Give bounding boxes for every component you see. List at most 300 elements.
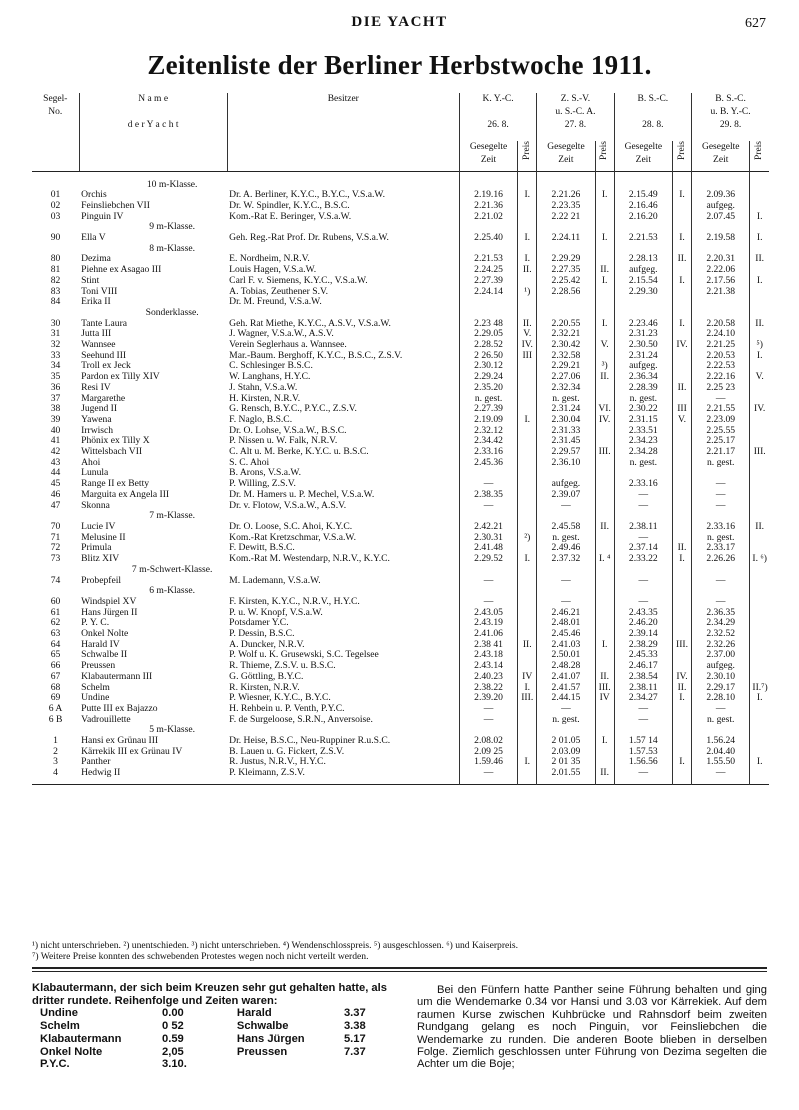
- boat-name: Hans Jürgen: [236, 1032, 305, 1045]
- prize-day-2: [595, 468, 614, 479]
- time-day-3: —: [614, 576, 672, 587]
- sail-no: 6 B: [48, 714, 63, 725]
- owner: F. de Surgeloose, S.R.N., Anversoise.: [227, 715, 459, 726]
- time-day-1: 2.43.19: [459, 618, 517, 629]
- time-day-3: 2.38.11: [614, 522, 672, 533]
- zeit-2: Zeit: [558, 155, 574, 165]
- class-heading-cell: [518, 511, 537, 522]
- time-day-3: 2.37.14: [614, 543, 672, 554]
- prize-day-4: [750, 426, 769, 437]
- prize-day-2: I.: [595, 233, 614, 244]
- sail-no: 60: [50, 596, 61, 607]
- owner: W. Langhans, H.Y.C.: [227, 372, 459, 383]
- time-day-1: —: [459, 704, 517, 715]
- head-preis-4: [750, 141, 769, 171]
- class-heading-cell: [227, 308, 459, 319]
- prize-day-2: [595, 394, 614, 405]
- class-heading-cell: [692, 511, 750, 522]
- class-heading-row: [32, 308, 769, 319]
- time-day-4: —: [692, 597, 750, 608]
- sail-no: 83: [50, 286, 61, 297]
- prize-day-2: [595, 608, 614, 619]
- prize-day-2: [595, 383, 614, 394]
- class-heading-cell: [672, 244, 691, 255]
- class-heading-cell: [614, 565, 672, 576]
- separator-rule: [32, 967, 767, 969]
- time-day-1: 2 26.50: [459, 351, 517, 362]
- time-day-4: 2.28.10: [692, 693, 750, 704]
- prize-day-4: II.: [755, 318, 765, 329]
- time-day-2: 2.31.45: [537, 436, 595, 447]
- time-day-1: 2.21.53: [459, 254, 517, 265]
- prize-day-2: I.: [595, 640, 614, 651]
- bottom-rule-cell: [227, 779, 459, 785]
- separator-rule-thin: [32, 971, 767, 972]
- time-day-4: 2.21.17: [692, 447, 750, 458]
- owner: A. Tobias, Zeuthener S.V.: [227, 287, 459, 298]
- time-day-2: 2 01.05: [537, 736, 595, 747]
- prize-day-2: [595, 458, 614, 469]
- class-heading-cell: [614, 222, 672, 233]
- time-day-1: 2.19.09: [459, 415, 517, 426]
- sail-no: 38: [50, 404, 61, 415]
- table-row: [32, 265, 769, 276]
- prize-day-3: I.: [672, 276, 691, 287]
- class-heading-row: [32, 511, 769, 522]
- class-heading-cell: [595, 725, 614, 736]
- class-heading: 6 m-Klasse.: [149, 586, 196, 597]
- yacht-name: Wannsee: [81, 340, 116, 351]
- prize-day-1: [518, 426, 537, 437]
- time-day-4: 2.34.29: [692, 618, 750, 629]
- prize-day-4: [750, 597, 769, 608]
- class-heading-row: [32, 725, 769, 736]
- table-row: [32, 576, 769, 587]
- prize-day-2: I.: [595, 736, 614, 747]
- time-day-1: 2.34.42: [459, 436, 517, 447]
- yacht-name: Pinguin IV: [81, 211, 124, 222]
- sail-no: 35: [50, 372, 61, 383]
- prize-day-4: [750, 576, 769, 587]
- prize-day-4: I.: [756, 757, 763, 768]
- prize-day-3: [672, 490, 691, 501]
- class-heading-spacer: [32, 222, 79, 233]
- time-day-3: 2.30.22: [614, 404, 672, 415]
- prize-day-1: [518, 361, 537, 372]
- time-day-2: 2.41.07: [537, 672, 595, 683]
- class-heading-cell: [227, 244, 459, 255]
- time-day-1: 2.19.16: [459, 190, 517, 201]
- yacht-name: Jugend II: [81, 404, 118, 415]
- head-day-1: [459, 93, 536, 141]
- class-heading-cell: [614, 308, 672, 319]
- time-day-3: 1.57.53: [614, 747, 672, 758]
- class-heading-cell: [227, 725, 459, 736]
- spacer-row: [32, 172, 769, 180]
- time-day-3: 2.38.54: [614, 672, 672, 683]
- class-heading-cell: [750, 222, 769, 233]
- owner: J. Stahn, V.S.a.W.: [227, 383, 459, 394]
- preis-4: Preis: [754, 141, 765, 160]
- prize-day-3: [672, 715, 691, 726]
- time-day-1: 2.38.35: [459, 490, 517, 501]
- time-day-1: 2.29.52: [459, 554, 517, 565]
- time-day-3: 1.56.56: [614, 757, 672, 768]
- owner: R. Kirsten, N.R.V.: [227, 683, 459, 694]
- prize-day-1: [518, 276, 537, 287]
- time-day-2: 2.25.42: [537, 276, 595, 287]
- class-heading-cell: [672, 222, 691, 233]
- prize-day-4: [750, 436, 769, 447]
- prize-day-1: [518, 468, 537, 479]
- head-day-2-club: Z. S.-V.: [560, 94, 591, 104]
- time-day-1: 2.42.21: [459, 522, 517, 533]
- prize-day-4: II.⁷): [752, 682, 768, 693]
- table-row: [32, 351, 769, 362]
- time-day-2: n. gest.: [537, 394, 595, 405]
- table-row: [32, 747, 769, 758]
- bottom-rule-cell: [672, 779, 691, 785]
- bottom-rule-cell: [595, 779, 614, 785]
- boat-name: Schwalbe: [236, 1020, 289, 1033]
- sail-no: 81: [50, 265, 61, 276]
- owner: H. Kirsten, N.R.V.: [227, 394, 459, 405]
- standings-row: [32, 1058, 392, 1071]
- table-row: [32, 640, 769, 651]
- time-day-4: 2.04.40: [692, 747, 750, 758]
- prize-day-2: [595, 597, 614, 608]
- time-day-3: 2.43.35: [614, 608, 672, 619]
- sail-no: 34: [50, 361, 61, 372]
- prize-day-4: [750, 608, 769, 619]
- prize-day-1: [518, 404, 537, 415]
- prize-day-4: [750, 715, 769, 726]
- prize-day-3: [672, 468, 691, 479]
- sail-no: 37: [50, 393, 61, 404]
- table-row: [32, 319, 769, 330]
- prize-day-1: ²): [518, 533, 537, 544]
- class-heading-cell: [459, 222, 517, 233]
- time-day-3: 2.28.13: [614, 254, 672, 265]
- time-day-1: 2.41.48: [459, 543, 517, 554]
- prize-day-1: I.: [518, 683, 537, 694]
- prize-day-2: II.: [595, 768, 614, 779]
- head-besitzer: Besitzer: [227, 93, 459, 171]
- time-day-3: 2.31.24: [614, 351, 672, 362]
- table-row: [32, 287, 769, 298]
- time-day-4: 2.21.25: [692, 340, 750, 351]
- time-day-2: 2.30.04: [537, 415, 595, 426]
- time-day-2: 2.48.01: [537, 618, 595, 629]
- time-day-2: 2.49.46: [537, 543, 595, 554]
- owner: Mar.-Baum. Berghoff, K.Y.C., B.S.C., Z.S.V.: [227, 351, 459, 362]
- bottom-rule-cell: [537, 779, 595, 785]
- yacht-name: Schelm: [81, 682, 110, 693]
- table-row: [32, 490, 769, 501]
- time-day-4: 2.23.09: [692, 415, 750, 426]
- sail-no: 2: [53, 746, 58, 757]
- prize-day-1: II.: [518, 265, 537, 276]
- sail-no: 69: [50, 693, 61, 704]
- time-day-3: [614, 468, 672, 479]
- owner: Kom.-Rat E. Beringer, V.S.a.W.: [227, 212, 459, 223]
- time-behind: 5.17: [343, 1032, 366, 1045]
- time-day-3: 2.28.39: [614, 383, 672, 394]
- class-heading-row: [32, 180, 769, 191]
- class-heading: 5 m-Klasse.: [149, 725, 196, 736]
- owner: J. Wagner, V.S.a.W., A.S.V.: [227, 329, 459, 340]
- class-heading-cell: [692, 565, 750, 576]
- prize-day-1: [518, 715, 537, 726]
- sail-no: 01: [50, 190, 61, 201]
- time-day-1: 1.59.46: [459, 757, 517, 768]
- class-heading-cell: [518, 244, 537, 255]
- owner: Potsdamer Y.C.: [227, 618, 459, 629]
- class-heading-cell: [459, 244, 517, 255]
- sail-no: 4: [53, 768, 58, 779]
- spacer-cell: [614, 172, 672, 180]
- time-day-4: 2.22.16: [692, 372, 750, 383]
- class-heading-cell: [692, 586, 750, 597]
- sail-no: 65: [50, 650, 61, 661]
- head-no: No.: [48, 107, 63, 117]
- class-heading-cell: [595, 586, 614, 597]
- time-day-4: 2.21.38: [692, 287, 750, 298]
- head-preis-1: [518, 141, 537, 171]
- time-day-2: —: [537, 576, 595, 587]
- time-day-3: n. gest.: [614, 458, 672, 469]
- time-day-3: aufgeg.: [614, 265, 672, 276]
- class-heading-cell: [750, 511, 769, 522]
- table-row: [32, 501, 769, 512]
- table-row: [32, 629, 769, 640]
- time-day-3: 1.57 14: [614, 736, 672, 747]
- time-day-3: 2.38.11: [614, 683, 672, 694]
- time-behind: 3.37: [343, 1007, 366, 1020]
- owner: C. Schlesinger B.S.C.: [227, 361, 459, 372]
- sail-no: 72: [50, 543, 61, 554]
- sail-no: 31: [50, 329, 61, 340]
- prize-day-2: II.: [595, 672, 614, 683]
- prize-day-3: II.: [672, 383, 691, 394]
- table-row: [32, 683, 769, 694]
- owner: P. Dessin, B.S.C.: [227, 629, 459, 640]
- class-heading-cell: [518, 308, 537, 319]
- time-day-1: 2.38.22: [459, 683, 517, 694]
- class-heading-cell: [750, 725, 769, 736]
- time-day-4: 2.25.17: [692, 436, 750, 447]
- sail-no: 43: [50, 457, 61, 468]
- prize-day-2: [595, 479, 614, 490]
- time-day-1: —: [459, 768, 517, 779]
- time-day-2: 2.32.34: [537, 383, 595, 394]
- prize-day-3: IV.: [672, 672, 691, 683]
- time-day-1: 2.29.05: [459, 329, 517, 340]
- time-day-3: 2.31.23: [614, 329, 672, 340]
- prize-day-2: [595, 287, 614, 298]
- time-day-3: —: [614, 768, 672, 779]
- class-heading-cell: [459, 511, 517, 522]
- prize-day-1: [518, 629, 537, 640]
- table-row: [32, 768, 769, 779]
- sail-no: 90: [50, 233, 61, 244]
- time-day-4: 2.33.17: [692, 543, 750, 554]
- prize-day-4: [750, 533, 769, 544]
- time-day-3: —: [614, 597, 672, 608]
- sail-no: 40: [50, 425, 61, 436]
- yacht-name: Hans Jürgen II: [81, 607, 138, 618]
- prize-day-2: II.: [595, 522, 614, 533]
- time-day-3: —: [614, 501, 672, 512]
- prize-day-4: [750, 201, 769, 212]
- yacht-name: Undine: [81, 693, 110, 704]
- prize-day-1: [518, 436, 537, 447]
- class-heading-cell: [227, 180, 459, 191]
- prize-day-1: [518, 543, 537, 554]
- time-day-4: n. gest.: [692, 458, 750, 469]
- time-day-1: 2.43.18: [459, 650, 517, 661]
- left-paragraph: Klabautermann, der sich beim Kreuzen sehr gut gehalten hatte, als dritter rundete. Reihenfolge und Zeiten waren:: [32, 982, 387, 1007]
- prize-day-4: [750, 383, 769, 394]
- prize-day-2: II.: [595, 265, 614, 276]
- time-day-2: 2.32.58: [537, 351, 595, 362]
- time-day-3: 2.33.16: [614, 479, 672, 490]
- time-day-4: 2.21.55: [692, 404, 750, 415]
- class-heading-cell: [537, 308, 595, 319]
- prize-day-4: [750, 736, 769, 747]
- table-row: [32, 608, 769, 619]
- prize-day-1: [518, 501, 537, 512]
- prize-day-4: II.: [755, 254, 765, 265]
- right-column: [417, 984, 767, 1071]
- head-preis-2: [595, 141, 614, 171]
- head-day-4-club: B. S.-C.: [715, 94, 746, 104]
- time-day-3: 2.45.33: [614, 650, 672, 661]
- prize-day-1: [518, 458, 537, 469]
- time-day-4: 2.19.58: [692, 233, 750, 244]
- prize-day-3: [672, 736, 691, 747]
- prize-day-4: [750, 672, 769, 683]
- time-day-1: [459, 297, 517, 308]
- bottom-rule-cell: [750, 779, 769, 785]
- prize-day-3: II.: [672, 683, 691, 694]
- class-heading: 10 m-Klasse.: [146, 179, 198, 190]
- table-row: [32, 736, 769, 747]
- prize-day-2: [595, 533, 614, 544]
- table-row: [32, 479, 769, 490]
- class-heading: 8 m-Klasse.: [149, 243, 196, 254]
- sail-no: 67: [50, 671, 61, 682]
- yacht-name: Toni VIII: [81, 286, 118, 297]
- owner: Carl F. v. Siemens, K.Y.C., V.S.a.W.: [227, 276, 459, 287]
- prize-day-1: [518, 576, 537, 587]
- sail-no: 6 A: [48, 703, 63, 714]
- prize-day-4: I.: [756, 211, 763, 222]
- prize-day-1: [518, 383, 537, 394]
- time-day-3: 2.33.51: [614, 426, 672, 437]
- head-der-yacht: d e r Y a c h t: [127, 120, 179, 130]
- prize-day-1: IV: [518, 672, 537, 683]
- prize-day-1: [518, 661, 537, 672]
- table-row: [32, 543, 769, 554]
- time-behind: [344, 1058, 392, 1071]
- table-row: [32, 704, 769, 715]
- prize-day-1: V.: [518, 329, 537, 340]
- time-day-2: [537, 468, 595, 479]
- time-day-4: —: [692, 394, 750, 405]
- head-name: [79, 93, 227, 171]
- time-day-4: n. gest.: [692, 715, 750, 726]
- prize-day-4: [750, 650, 769, 661]
- head-day-1-date: 26. 8.: [487, 120, 509, 130]
- prize-day-1: [518, 704, 537, 715]
- owner: G. Göttling, B.Y.C.: [227, 672, 459, 683]
- time-day-1: 2.39.20: [459, 693, 517, 704]
- bottom-rule-cell: [692, 779, 750, 785]
- time-day-3: —: [614, 704, 672, 715]
- class-heading-cell: [672, 725, 691, 736]
- zeit-3: Zeit: [635, 155, 651, 165]
- time-day-4: 2.22.53: [692, 361, 750, 372]
- footnote-line-2: ⁷) Weitere Preise konnten des schwebenden Protestes wegen noch nicht verteilt werden.: [32, 951, 369, 962]
- prize-day-1: [518, 201, 537, 212]
- table-row: [32, 340, 769, 351]
- time-day-4: —: [692, 501, 750, 512]
- class-heading-cell: [750, 308, 769, 319]
- time-day-1: n. gest.: [459, 394, 517, 405]
- boat-name: Preussen: [236, 1045, 288, 1058]
- bottom-rule-cell: [32, 779, 79, 785]
- prize-day-1: IV.: [518, 340, 537, 351]
- prize-day-3: [672, 533, 691, 544]
- table-row: [32, 361, 769, 372]
- time-day-3: 2.34.27: [614, 693, 672, 704]
- prize-day-4: IV.: [754, 404, 766, 415]
- time-behind: 0.00: [161, 1007, 184, 1020]
- prize-day-2: [595, 297, 614, 308]
- boat-name: Harald: [236, 1007, 272, 1020]
- prize-day-3: [672, 661, 691, 672]
- prize-day-1: I.: [518, 190, 537, 201]
- table-row: [32, 468, 769, 479]
- boat-name: Schelm: [40, 1020, 80, 1033]
- prize-day-3: [672, 576, 691, 587]
- time-day-1: 2.45.36: [459, 458, 517, 469]
- yacht-name: Pardon ex Tilly XIV: [81, 372, 160, 383]
- owner: Geh. Reg.-Rat Prof. Dr. Rubens, V.S.a.W.: [227, 233, 459, 244]
- time-day-2: 2.28.56: [537, 287, 595, 298]
- owner: Dr. v. Flotow, V.S.a.W., A.S.V.: [227, 501, 459, 512]
- bottom-rule-cell: [518, 779, 537, 785]
- owner: P. u. W. Knopf, V.S.a.W.: [227, 608, 459, 619]
- class-heading-cell: [459, 586, 517, 597]
- class-heading-cell: [537, 244, 595, 255]
- time-day-4: —: [692, 768, 750, 779]
- class-heading-cell: [595, 244, 614, 255]
- prize-day-3: [672, 351, 691, 362]
- time-day-2: 2.50.01: [537, 650, 595, 661]
- class-heading-cell: [692, 222, 750, 233]
- time-day-4: 2.07.45: [692, 212, 750, 223]
- page-number: 627: [745, 16, 766, 31]
- class-heading-cell: [518, 565, 537, 576]
- prize-day-4: [750, 394, 769, 405]
- prize-day-2: ³): [595, 361, 614, 372]
- class-heading-cell: [459, 565, 517, 576]
- prize-day-2: [595, 661, 614, 672]
- class-heading-cell: [227, 586, 459, 597]
- prize-day-1: [518, 618, 537, 629]
